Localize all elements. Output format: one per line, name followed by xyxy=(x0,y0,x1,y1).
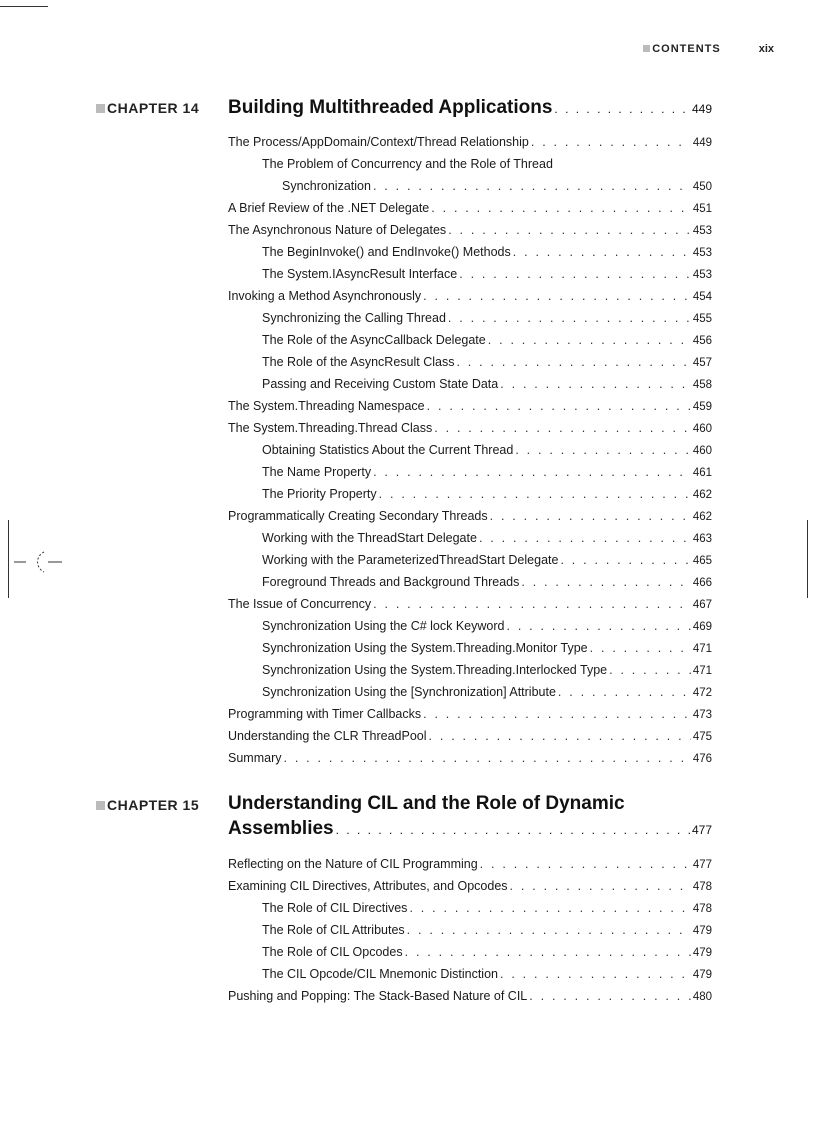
toc-entry-page: 475 xyxy=(692,731,712,743)
toc-entry[interactable] xyxy=(262,443,712,463)
toc-entry-page: 466 xyxy=(692,577,712,589)
toc-entry[interactable] xyxy=(228,857,712,877)
toc-entry-page: 460 xyxy=(692,445,712,457)
toc-entry[interactable] xyxy=(262,311,712,331)
leader-dots xyxy=(480,857,691,871)
toc-entry-title: Working with the ParameterizedThreadStart Delegate xyxy=(262,553,559,567)
toc-entry-title: The Process/AppDomain/Context/Thread Relationship xyxy=(228,135,529,149)
toc-entry[interactable] xyxy=(262,575,712,595)
leader-dots xyxy=(506,619,690,633)
chapter-15-title-line2: Assemblies xyxy=(228,818,334,839)
toc-entry-page: 461 xyxy=(692,467,712,479)
leader-dots xyxy=(448,311,691,325)
toc-entry-title: The System.Threading Namespace xyxy=(228,399,425,413)
toc-entry[interactable] xyxy=(228,751,712,771)
toc-entry-page: 454 xyxy=(692,291,712,303)
toc-entry-title: The Role of CIL Attributes xyxy=(262,923,405,937)
leader-dots xyxy=(529,989,691,1003)
leader-dots xyxy=(283,751,690,765)
toc-entry-title: Summary xyxy=(228,751,282,765)
toc-entry-title: Synchronizing the Calling Thread xyxy=(262,311,446,325)
leader-dots xyxy=(515,443,691,457)
leader-dots xyxy=(434,421,691,435)
toc-entry-title: Synchronization Using the System.Threading.Interlocked Type xyxy=(262,663,608,677)
leader-dots xyxy=(431,201,691,215)
leader-dots xyxy=(405,945,691,959)
toc-entry-title: Examining CIL Directives, Attributes, and Opcodes xyxy=(228,879,508,893)
toc-entry-page: 465 xyxy=(692,555,712,567)
toc-entry-page: 476 xyxy=(692,753,712,765)
toc-entry-title: Synchronization xyxy=(282,179,371,193)
leader-dots xyxy=(448,223,691,237)
toc-entry-title: Programming with Timer Callbacks xyxy=(228,707,422,721)
toc-entry-title: The System.Threading.Thread Class xyxy=(228,421,433,435)
toc-entry-page: 477 xyxy=(692,859,712,871)
toc-entry-page: 463 xyxy=(692,533,712,545)
chapter-15-title-line1: Understanding CIL and the Role of Dynamic xyxy=(228,793,625,814)
chapter-15-title-line[interactable] xyxy=(228,818,712,840)
chapter-14-title-line[interactable] xyxy=(228,97,712,119)
toc-entry-text: The Problem of Concurrency and the Role of Thread xyxy=(262,157,553,171)
leader-dots xyxy=(379,487,691,501)
toc-entry[interactable] xyxy=(228,879,712,899)
toc-entry-page: 450 xyxy=(692,181,712,193)
toc-entry[interactable] xyxy=(228,597,712,617)
toc-entry-title: The Role of the AsyncCallback Delegate xyxy=(262,333,486,347)
toc-entry-page: 462 xyxy=(692,511,712,523)
toc-entry-title: The Role of CIL Directives xyxy=(262,901,408,915)
leader-dots xyxy=(490,509,691,523)
toc-entry[interactable] xyxy=(262,333,712,353)
leader-dots xyxy=(521,575,690,589)
leader-dots xyxy=(423,289,691,303)
leader-dots xyxy=(427,399,691,413)
toc-entry-title: Synchronization Using the [Synchronization] Attribute xyxy=(262,685,556,699)
toc-entry-page: 453 xyxy=(692,247,712,259)
leader-dots xyxy=(373,465,691,479)
toc-entry-page: 453 xyxy=(692,225,712,237)
toc-entry-page: 449 xyxy=(692,137,712,149)
toc-entry-page: 479 xyxy=(692,969,712,981)
toc-entry[interactable] xyxy=(228,421,712,441)
toc-entry-page: 478 xyxy=(692,881,712,893)
leader-dots xyxy=(590,641,691,655)
toc-entry-title: The BeginInvoke() and EndInvoke() Methods xyxy=(262,245,511,259)
chapter-14-title: Building Multithreaded Applications xyxy=(228,97,553,118)
toc-entry-page: 455 xyxy=(692,313,712,325)
toc-entry-title: Pushing and Popping: The Stack-Based Nature of CIL xyxy=(228,989,528,1003)
toc-entry-page: 453 xyxy=(692,269,712,281)
leader-dots xyxy=(407,923,691,937)
toc-entry-page: 480 xyxy=(692,991,712,1003)
toc-entry[interactable] xyxy=(228,989,712,1009)
toc-entry-page: 469 xyxy=(692,621,712,633)
toc-entry[interactable] xyxy=(262,901,712,921)
toc-entry[interactable] xyxy=(228,729,712,749)
leader-dots xyxy=(500,967,691,981)
leader-dots xyxy=(500,377,691,391)
leader-dots xyxy=(479,531,691,545)
leader-dots xyxy=(554,102,690,116)
toc-entry-title: The Issue of Concurrency xyxy=(228,597,372,611)
toc-entry-title: Reflecting on the Nature of CIL Programming xyxy=(228,857,478,871)
leader-dots xyxy=(373,179,691,193)
toc-entry[interactable] xyxy=(228,201,712,221)
toc-entry[interactable] xyxy=(262,531,712,551)
toc-entry[interactable] xyxy=(228,399,712,419)
chapter-14-label-text: CHAPTER 14 xyxy=(107,100,200,116)
toc-entry-page: 462 xyxy=(692,489,712,501)
toc-entry-title: Foreground Threads and Background Threads xyxy=(262,575,520,589)
toc-entry[interactable] xyxy=(262,663,712,683)
toc-entry[interactable] xyxy=(262,641,712,661)
toc-entry[interactable] xyxy=(262,553,712,573)
toc-entry-title: Obtaining Statistics About the Current Thread xyxy=(262,443,514,457)
toc-entry-title: Programmatically Creating Secondary Threads xyxy=(228,509,488,523)
toc-entry[interactable] xyxy=(262,685,712,705)
toc-entry[interactable] xyxy=(228,135,712,155)
toc-entry[interactable] xyxy=(262,465,712,485)
toc-entry-title: Synchronization Using the System.Threading.Monitor Type xyxy=(262,641,588,655)
toc-entry-title: Passing and Receiving Custom State Data xyxy=(262,377,499,391)
toc-entry-page: 471 xyxy=(692,643,712,655)
leader-dots xyxy=(429,729,691,743)
toc-entry-page: 473 xyxy=(692,709,712,721)
chapter-14-label xyxy=(96,100,199,116)
toc-entry[interactable] xyxy=(262,619,712,639)
toc-entry[interactable] xyxy=(262,923,712,943)
leader-dots xyxy=(531,135,691,149)
leader-dots xyxy=(510,879,691,893)
header-label: CONTENTS xyxy=(652,43,721,55)
toc-entry[interactable] xyxy=(282,179,712,199)
chapter-14-page: 449 xyxy=(691,102,712,116)
leader-dots xyxy=(558,685,691,699)
toc-entry-title: The System.IAsyncResult Interface xyxy=(262,267,458,281)
toc-entry-title: The CIL Opcode/CIL Mnemonic Distinction xyxy=(262,967,498,981)
running-header xyxy=(643,43,774,55)
toc-entry-page: 459 xyxy=(692,401,712,413)
leader-dots xyxy=(423,707,691,721)
toc-entry[interactable] xyxy=(262,377,712,397)
toc-entry-page: 458 xyxy=(692,379,712,391)
leader-dots xyxy=(336,823,690,837)
toc-entry[interactable] xyxy=(262,967,712,987)
toc-entry[interactable] xyxy=(262,487,712,507)
toc-entry-page: 478 xyxy=(692,903,712,915)
toc-entry-page: 479 xyxy=(692,925,712,937)
toc-entry[interactable] xyxy=(262,355,712,375)
chapter-square-icon xyxy=(96,801,105,810)
toc-entry-page: 471 xyxy=(692,665,712,677)
leader-dots xyxy=(488,333,691,347)
toc-entry-title: Synchronization Using the C# lock Keyword xyxy=(262,619,505,633)
toc-entry[interactable] xyxy=(228,289,712,309)
chapter-15-label xyxy=(96,797,199,813)
toc-entry-title: The Role of the AsyncResult Class xyxy=(262,355,455,369)
toc-entry-page: 457 xyxy=(692,357,712,369)
toc-entry-page: 456 xyxy=(692,335,712,347)
leader-dots xyxy=(409,901,690,915)
toc-entry[interactable] xyxy=(228,223,712,243)
crop-mark-left xyxy=(8,520,9,598)
crop-mark-top xyxy=(0,6,48,7)
chapter-15-label-text: CHAPTER 15 xyxy=(107,797,200,813)
toc-entry-title: The Asynchronous Nature of Delegates xyxy=(228,223,447,237)
toc-entry-title: The Priority Property xyxy=(262,487,377,501)
toc-entry-title: The Name Property xyxy=(262,465,372,479)
chapter-15-page: 477 xyxy=(691,823,712,837)
toc-entry-page: 479 xyxy=(692,947,712,959)
leader-dots xyxy=(560,553,690,567)
toc-entry-title: A Brief Review of the .NET Delegate xyxy=(228,201,430,215)
toc-entry-page: 472 xyxy=(692,687,712,699)
leader-dots xyxy=(373,597,691,611)
toc-entry-page: 467 xyxy=(692,599,712,611)
leader-dots xyxy=(609,663,691,677)
registration-mark-icon xyxy=(14,548,64,576)
toc-entry[interactable] xyxy=(262,267,712,287)
toc-entry[interactable] xyxy=(228,509,712,529)
toc-entry-page: 451 xyxy=(692,203,712,215)
toc-entry-title: Invoking a Method Asynchronously xyxy=(228,289,422,303)
toc-entry[interactable] xyxy=(262,945,712,965)
leader-dots xyxy=(513,245,691,259)
toc-entry-title: The Role of CIL Opcodes xyxy=(262,945,403,959)
leader-dots xyxy=(459,267,691,281)
toc-entry-page: 460 xyxy=(692,423,712,435)
toc-entry-title: Working with the ThreadStart Delegate xyxy=(262,531,477,545)
header-square-icon xyxy=(643,45,650,52)
toc-entry[interactable] xyxy=(262,245,712,265)
header-page-number: xix xyxy=(758,43,774,55)
crop-mark-right xyxy=(807,520,808,598)
toc-entry[interactable] xyxy=(228,707,712,727)
toc-entry-title: Understanding the CLR ThreadPool xyxy=(228,729,427,743)
leader-dots xyxy=(456,355,690,369)
chapter-square-icon xyxy=(96,104,105,113)
